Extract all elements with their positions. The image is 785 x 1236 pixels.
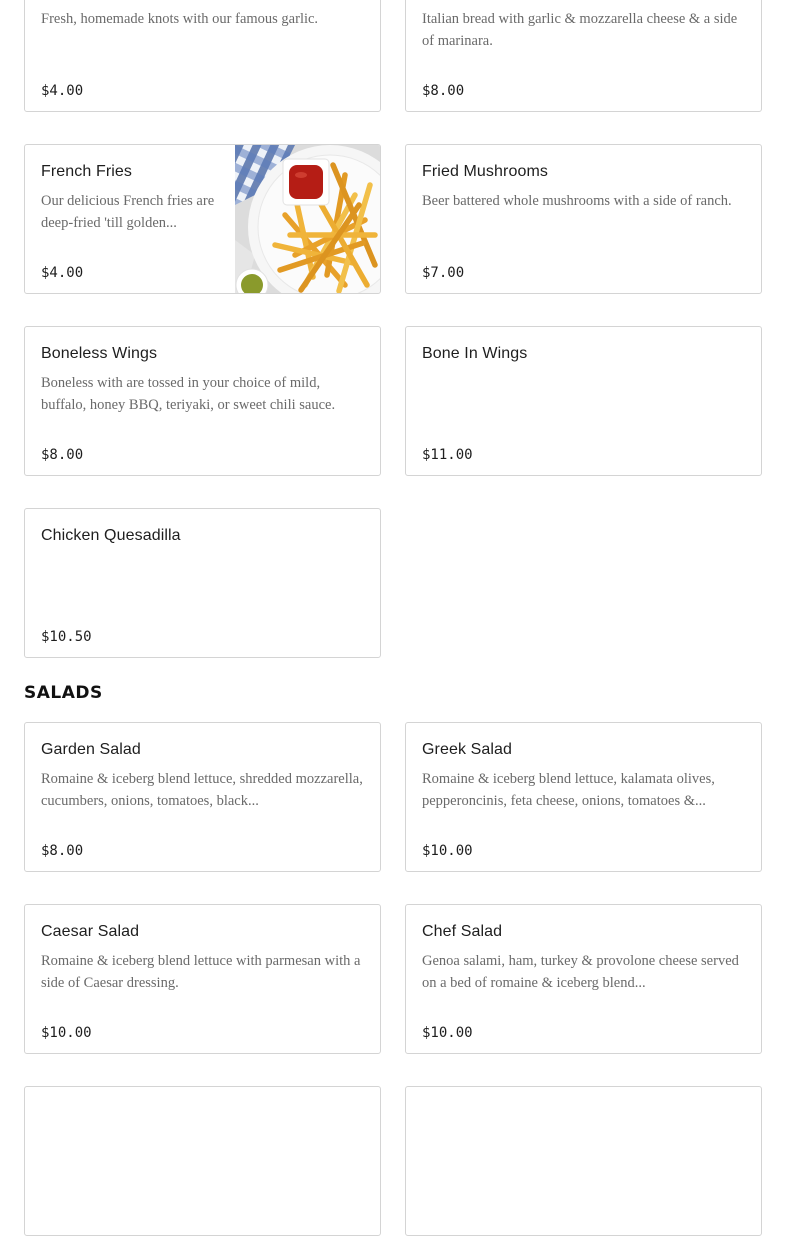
french-fries-photo — [235, 145, 380, 293]
menu-item-description: Romaine & iceberg blend lettuce with parmesan with a side of Caesar dressing. — [41, 953, 361, 991]
menu-item-card[interactable] — [405, 1086, 762, 1236]
menu-item-description: Our delicious French fries are deep-fried 'till golden... — [41, 193, 215, 231]
menu-item-price: $10.00 — [422, 1025, 473, 1041]
menu-item-name: French Fries — [41, 163, 132, 180]
menu-item-description: Beer battered whole mushrooms with a side of ranch. — [422, 193, 732, 209]
menu-item-description: Genoa salami, ham, turkey & provolone cheese served on a bed of romaine & iceberg blend... — [422, 953, 739, 991]
menu-item-price: $8.00 — [41, 447, 84, 463]
menu-item-card[interactable] — [405, 326, 762, 476]
menu-item-card[interactable] — [24, 722, 381, 872]
menu-item-card[interactable] — [405, 0, 762, 112]
menu-item-card[interactable] — [24, 904, 381, 1054]
menu-item-name: Chicken Quesadilla — [41, 527, 181, 544]
menu-item-card[interactable] — [405, 144, 762, 294]
menu-item-price: $8.00 — [41, 843, 84, 859]
section-title-salads: SALADS — [24, 683, 103, 703]
menu-item-card[interactable] — [405, 904, 762, 1054]
menu-item-name: Greek Salad — [422, 741, 513, 758]
menu-item-price: $7.00 — [422, 265, 465, 281]
menu-item-card[interactable] — [24, 508, 381, 658]
menu-item-name: Caesar Salad — [41, 923, 140, 940]
menu-item-description: Romaine & iceberg blend lettuce, kalamata olives, pepperoncinis, feta cheese, onions, tomatoes &... — [422, 771, 715, 809]
menu-item-card[interactable] — [405, 722, 762, 872]
menu-item-description: Italian bread with garlic & mozzarella cheese & a side of marinara. — [422, 11, 738, 49]
menu-item-card[interactable] — [24, 326, 381, 476]
menu-item-name: Boneless Wings — [41, 345, 158, 362]
menu-item-card[interactable] — [24, 144, 381, 294]
menu-item-description: Fresh, homemade knots with our famous garlic. — [41, 11, 319, 27]
menu-item-description: Romaine & iceberg blend lettuce, shredded mozzarella, cucumbers, onions, tomatoes, black... — [41, 771, 363, 809]
menu-item-price: $4.00 — [41, 265, 84, 281]
menu-item-name: Garden Salad — [41, 741, 141, 758]
menu-item-price: $10.00 — [422, 843, 473, 859]
menu-item-name: Fried Mushrooms — [422, 163, 548, 180]
menu-item-price: $11.00 — [422, 447, 473, 463]
menu-item-description: Boneless with are tossed in your choice of mild, buffalo, honey BBQ, teriyaki, or sweet chili sauce. — [41, 375, 336, 413]
menu-item-price: $8.00 — [422, 83, 465, 99]
menu-item-card[interactable] — [24, 1086, 381, 1236]
menu-item-price: $4.00 — [41, 83, 84, 99]
menu-item-card[interactable] — [24, 0, 381, 112]
menu-item-name: Bone In Wings — [422, 345, 528, 362]
menu-item-price: $10.50 — [41, 629, 92, 645]
menu-item-name: Chef Salad — [422, 923, 503, 940]
menu-item-price: $10.00 — [41, 1025, 92, 1041]
